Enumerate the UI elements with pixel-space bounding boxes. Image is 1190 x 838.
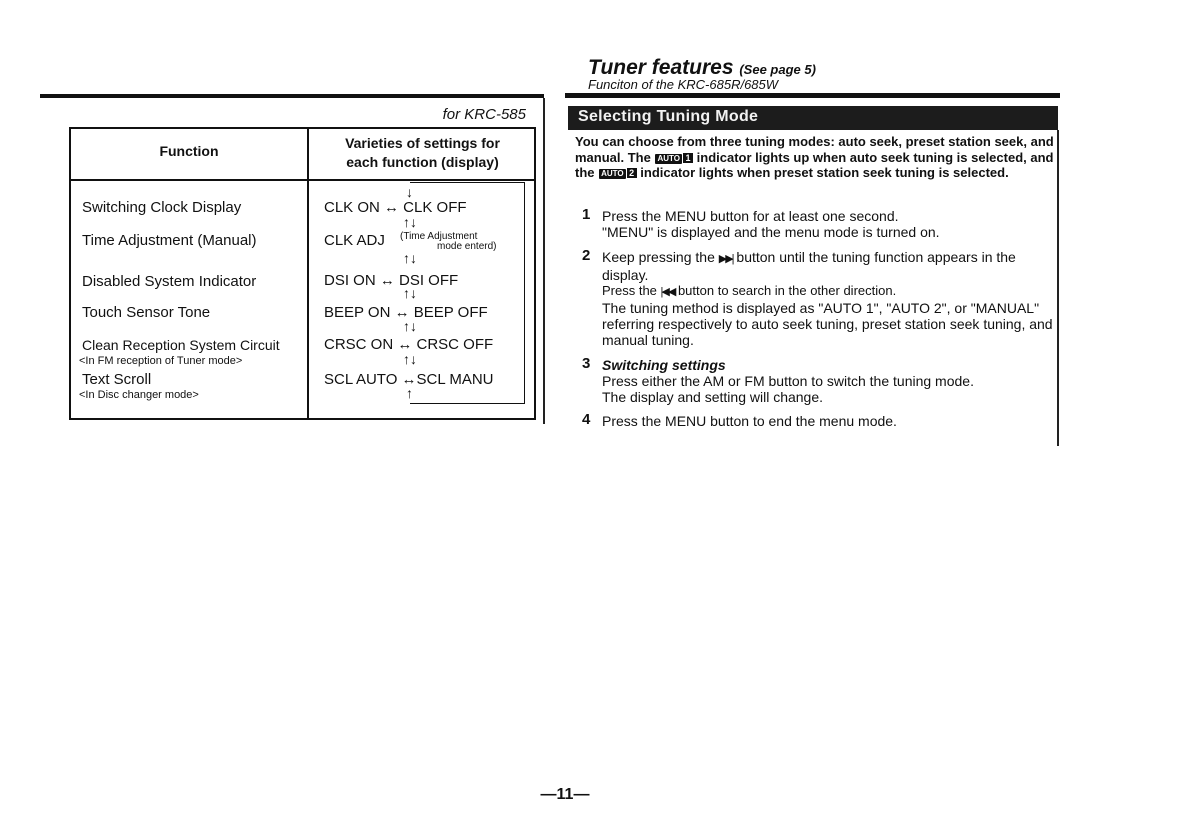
auto-indicator-icon: AUTO <box>601 169 624 178</box>
arrow-updown: ↑↓ <box>403 318 417 334</box>
function-disabled-system-indicator: Disabled System Indicator <box>82 273 257 290</box>
step-3-line1: Press either the AM or FM button to switch the tuning mode. <box>602 373 974 389</box>
next-track-icon: ▶▶| <box>718 253 733 265</box>
display-dsi: DSI ON ↔ DSI OFF <box>324 272 459 289</box>
step-text <box>602 208 1054 240</box>
indicator-number-2: 2 <box>627 168 637 178</box>
header-function: Function <box>159 143 219 159</box>
section-title-ref: (See page 5) <box>739 62 816 77</box>
section-subtitle: Funciton of the KRC-685R/685W <box>588 77 779 92</box>
function-clean-reception: Clean Reception System Circuit <box>82 337 280 353</box>
function-text-scroll-note: <In Disc changer mode> <box>79 389 199 401</box>
step-1-line2: "MENU" is displayed and the menu mode is turned on. <box>602 224 940 240</box>
header-varieties-line2: each function (display) <box>346 154 499 170</box>
page-number: —11— <box>540 786 590 803</box>
step-2 <box>582 249 1052 349</box>
arrow-updown: ↑↓ <box>403 214 417 230</box>
step-number: 3 <box>582 355 591 372</box>
header-varieties <box>309 134 536 172</box>
step-text <box>602 413 1054 429</box>
prev-track-icon: |◀◀ <box>660 286 675 298</box>
step-2-text-a: Keep pressing the <box>602 249 715 265</box>
step-number: 1 <box>582 206 591 223</box>
display-beep: BEEP ON ↔ BEEP OFF <box>324 304 488 321</box>
step-2-line3: The tuning method is displayed as "AUTO 1", "AUTO 2", or "MANUAL" referring respectively to auto seek tuning, preset station seek tuning, and manual tuning. <box>602 300 1053 348</box>
step-1 <box>582 208 1052 244</box>
step-2-line1 <box>602 249 1054 283</box>
banner-title: Selecting Tuning Mode <box>578 108 759 125</box>
step-number: 2 <box>582 247 591 264</box>
display-clk: CLK ON ↔ CLK OFF <box>324 199 467 216</box>
arrow-updown: ↑↓ <box>403 351 417 367</box>
function-switching-clock: Switching Clock Display <box>82 199 242 216</box>
intro-text-2: indicator lights up when auto seek tuning is selected, and the <box>575 149 1054 180</box>
model-note: for KRC-585 <box>442 106 526 123</box>
auto-indicator-icon: AUTO <box>657 153 681 163</box>
step-1-line1: Press the MENU button for at least one second. <box>602 208 899 224</box>
section-title-text: Tuner features <box>588 56 734 79</box>
step-number: 4 <box>582 411 591 428</box>
step-4-line1: Press the MENU button to end the menu mode. <box>602 413 897 429</box>
step-3-line2: The display and setting will change. <box>602 389 824 405</box>
display-scl: SCL AUTO ↔SCL MANU <box>324 371 494 388</box>
function-time-adjustment: Time Adjustment (Manual) <box>82 232 257 249</box>
right-margin-line <box>1057 130 1059 446</box>
step-text <box>602 249 1054 348</box>
loop-line-right <box>524 182 525 404</box>
step-3-heading: Switching settings <box>602 357 726 373</box>
table-column-divider <box>307 129 309 418</box>
intro-text-3: indicator lights when preset station seek tuning is selected. <box>640 165 1009 180</box>
loop-line-top <box>410 182 524 183</box>
step-2-text-c: Press the <box>602 283 657 298</box>
section-banner <box>568 106 1058 130</box>
step-3 <box>582 357 1052 409</box>
arrow-up: ↑ <box>406 385 413 401</box>
column-divider <box>543 98 545 424</box>
function-table <box>69 127 536 420</box>
step-2-text-d: button to search in the other direction. <box>677 283 897 298</box>
function-touch-sensor-tone: Touch Sensor Tone <box>82 304 211 321</box>
display-adj-note2: mode enterd) <box>437 241 497 252</box>
function-clean-reception-note: <In FM reception of Tuner mode> <box>79 355 243 367</box>
display-crsc: CRSC ON ↔ CRSC OFF <box>324 336 494 353</box>
step-2-line2 <box>602 283 1054 300</box>
arrow-updown: ↑↓ <box>403 250 417 266</box>
intro-paragraph <box>575 134 1055 181</box>
header-varieties-line1: Varieties of settings for <box>345 135 500 151</box>
intro-text-1: You can choose from three tuning modes: auto seek, preset station seek, and manual. The <box>575 134 1054 165</box>
step-text <box>602 357 1054 405</box>
arrow-down: ↓ <box>406 184 413 200</box>
indicator-number-1: 1 <box>683 153 693 163</box>
display-clk-adj: CLK ADJ <box>324 232 385 249</box>
right-top-rule <box>565 93 1060 98</box>
step-2-text-b: button until the tuning function appears in the display. <box>602 249 1016 283</box>
display-adj-note1: (Time Adjustment <box>400 231 478 242</box>
function-text-scroll: Text Scroll <box>82 371 152 388</box>
step-4 <box>582 413 1052 433</box>
arrow-updown: ↑↓ <box>403 285 417 301</box>
left-top-rule <box>40 94 544 98</box>
loop-line-bottom <box>410 403 525 404</box>
table-header-divider <box>71 179 534 181</box>
